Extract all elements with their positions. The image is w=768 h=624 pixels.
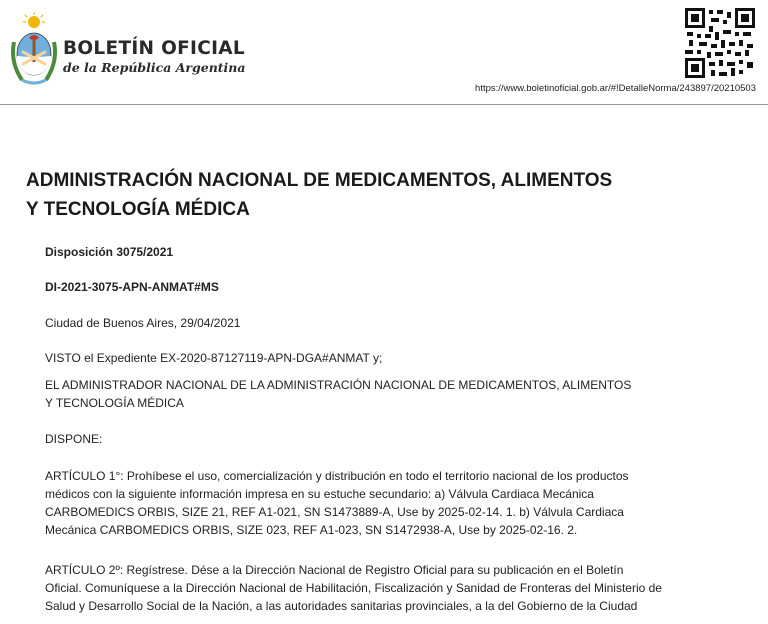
paragraph-line: CARBOMEDICS ORBIS, SIZE 21, REF A1-021, SN S1473889-A, Use by 2025-02-14. 1. b) Válvula Cardiaca (45, 505, 624, 519)
article-2 (45, 561, 725, 615)
brand-subtitle: de la República Argentina (63, 60, 246, 75)
page-header (0, 0, 768, 106)
paragraph-line: Mecánica CARBOMEDICS ORBIS, SIZE 023, REF A1-023, SN S1472938-A, Use by 2025-02-16. 2. (45, 523, 578, 537)
article-1 (45, 467, 725, 539)
paragraph-line: EL ADMINISTRADOR NACIONAL DE LA ADMINISTRACIÓN NACIONAL DE MEDICAMENTOS, ALIMENTOS (45, 378, 632, 392)
administrator-paragraph (45, 376, 725, 412)
paragraph-line: médicos con la siguiente información impresa en su estuche secundario: a) Válvula Cardiaca Mecánica (45, 487, 594, 501)
paragraph-line: Y TECNOLOGÍA MÉDICA (45, 396, 184, 410)
brand-title: BOLETÍN OFICIAL (63, 38, 245, 59)
header-divider (0, 104, 768, 105)
argentina-coat-of-arms-icon (8, 12, 60, 86)
organization-title (26, 166, 726, 224)
qr-code-icon (685, 8, 755, 78)
paragraph-line: Salud y Desarrollo Social de la Nación, a las autoridades sanitarias provinciales, a la del Gobierno de la Ciudad (45, 599, 638, 613)
place-date: Ciudad de Buenos Aires, 29/04/2021 (45, 316, 241, 330)
paragraph-line: ARTÍCULO 2º: Regístrese. Dése a la Dirección Nacional de Registro Oficial para su publicación en el Boletín (45, 563, 624, 577)
disposition-number: Disposición 3075/2021 (45, 245, 174, 259)
paragraph-line: Oficial. Comuníquese a la Dirección Nacional de Habilitación, Fiscalización y Sanidad de Fronteras del Ministerio de (45, 581, 662, 595)
visto-paragraph: VISTO el Expediente EX-2020-87127119-APN-DGA#ANMAT y; (45, 351, 383, 365)
paragraph-line: ARTÍCULO 1°: Prohíbese el uso, comercialización y distribución en todo el territorio nacional de los productos (45, 469, 629, 483)
dispone-heading: DISPONE: (45, 432, 103, 446)
document-url[interactable]: https://www.boletinoficial.gob.ar/#!DetalleNorma/243897/20210503 (475, 83, 756, 94)
document-code: DI-2021-3075-APN-ANMAT#MS (45, 280, 219, 294)
organization-title-line: Y TECNOLOGÍA MÉDICA (26, 199, 250, 220)
organization-title-line: ADMINISTRACIÓN NACIONAL DE MEDICAMENTOS, ALIMENTOS (26, 170, 613, 191)
